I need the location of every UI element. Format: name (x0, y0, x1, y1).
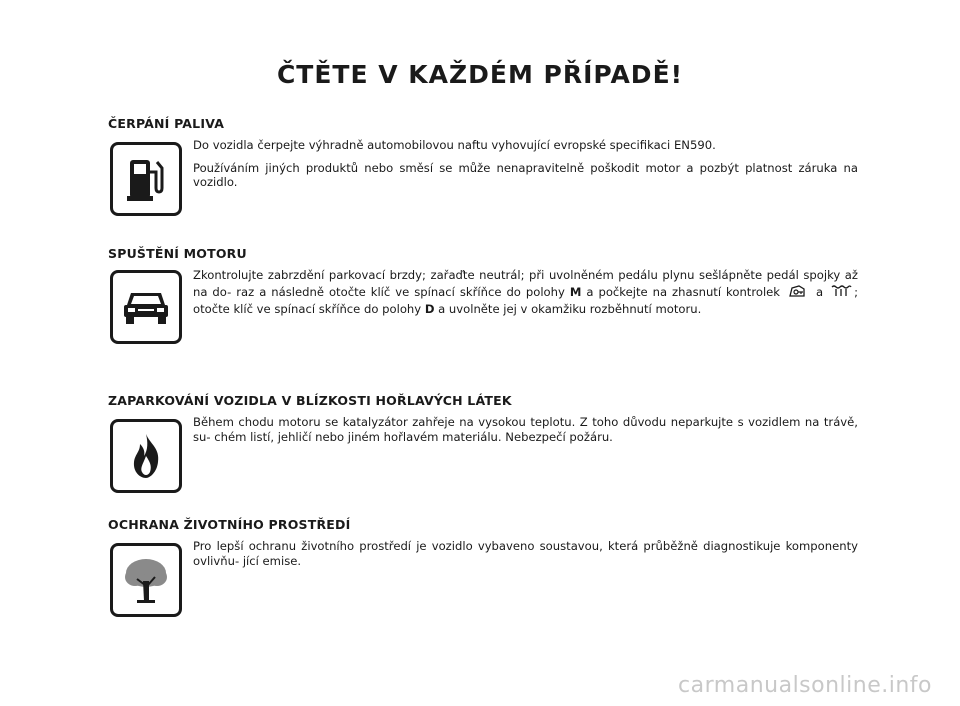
section-text (193, 539, 858, 576)
section-fuel (108, 116, 858, 216)
section-text (193, 415, 858, 452)
text-part: a počkejte na zhasnutí kontrolek (586, 284, 781, 299)
text-part: Zkontrolujte zabrzdění parkovací brzdy; zařaďte neutrál; při uvolněném pedálu plynu sešlápněte pedál spojky až na do- raz a následně otočte klíč ve spínací skříňce do polohy (193, 268, 858, 299)
section-parking-flammables (108, 393, 858, 493)
section-heading: SPUŠTĚNÍ MOTORU (108, 246, 247, 261)
flame-icon (110, 419, 182, 493)
section-environment (108, 517, 858, 617)
text-part: ; otočte klíč ve spínací skříňce do polohy (193, 284, 858, 316)
section-heading: OCHRANA ŽIVOTNÍHO PROSTŘEDÍ (108, 517, 351, 532)
section-heading: ZAPARKOVÁNÍ VOZIDLA V BLÍZKOSTI HOŘLAVÝCH LÁTEK (108, 393, 512, 408)
paragraph: Do vozidla čerpejte výhradně automobilovou naftu vyhovující evropské specifikaci EN590. (193, 138, 716, 152)
text-part: a uvolněte jej v okamžiku rozběhnutí motoru. (438, 302, 702, 316)
section-heading: ČERPÁNÍ PALIVA (108, 116, 225, 131)
watermark: carmanualsonline.info (678, 673, 932, 698)
key-position-m: M (569, 284, 582, 299)
glow-plug-icon (830, 283, 852, 303)
key-position-d: D (424, 302, 435, 316)
page-title: ČTĚTE V KAŽDÉM PŘÍPADĚ! (276, 60, 684, 89)
paragraph: Pro lepší ochranu životního prostředí je vozidlo vybaveno soustavou, která průběžně diagnostikuje komponenty ovlivňu- jící emise. (193, 539, 858, 568)
fuel-pump-icon (110, 142, 182, 216)
section-text (193, 268, 858, 325)
paragraph: Během chodu motoru se katalyzátor zahřeje na vysokou teplotu. Z toho důvodu neparkujte s vozidlem na trávě, su- chém listí, jehličí nebo jiném hořlavém materiálu. Nebezpečí požáru. (193, 415, 858, 444)
section-text (193, 138, 858, 198)
car-front-icon (110, 270, 182, 344)
paragraph (193, 268, 858, 317)
section-engine-start (108, 246, 858, 346)
paragraph: Používáním jiných produktů nebo směsí se může nenapravitelně poškodit motor a pozbýt platnost záruka na vozidlo. (193, 160, 858, 189)
conjunction: a (816, 284, 824, 299)
immobilizer-warning-icon (787, 283, 809, 303)
tree-icon (110, 543, 182, 617)
